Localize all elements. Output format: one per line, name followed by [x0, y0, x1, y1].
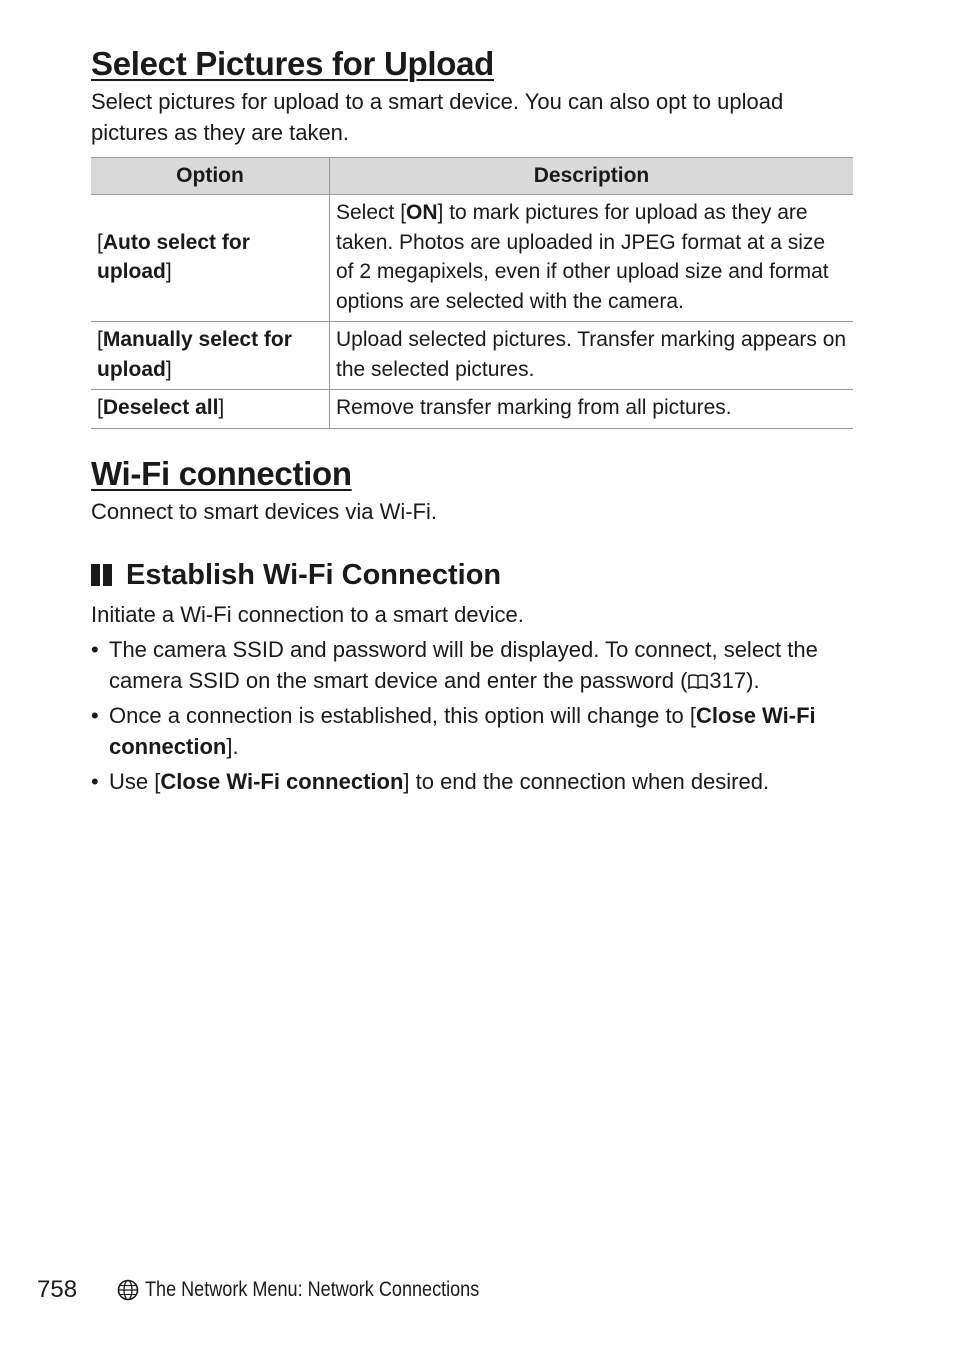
- section-intro-wifi-connection: Connect to smart devices via Wi-Fi.: [91, 499, 437, 524]
- description-cell: Upload selected pictures. Transfer marking appears on the selected pictures.: [330, 322, 854, 390]
- column-header-description: Description: [330, 158, 854, 195]
- description-text: ] to mark pictures for upload as they are taken. Photos are uploaded in JPEG format at a size of 2 megapixels, even if other upload size and format options are selected with the camera.: [336, 201, 829, 313]
- description-bold: ON: [406, 201, 438, 224]
- options-table: [91, 157, 853, 429]
- bullet-text: The camera SSID and password will be displayed. To connect, select the camera SSID on the smart device and enter the password (: [109, 637, 818, 693]
- double-square-icon: [91, 564, 112, 586]
- subsection-intro: Initiate a Wi-Fi connection to a smart device.: [91, 602, 524, 627]
- column-header-option: Option: [91, 158, 330, 195]
- option-cell: [Auto select for upload]: [91, 195, 330, 322]
- bullet-text: Once a connection is established, this option will change to [: [109, 703, 697, 728]
- bullet-bold: Close Wi-Fi connection: [109, 703, 816, 759]
- description-text: Select [: [336, 201, 407, 224]
- list-item: [91, 634, 853, 696]
- bullet-text: ] to end the connection when desired.: [403, 769, 770, 794]
- option-cell: [Manually select for upload]: [91, 322, 330, 390]
- page-number: 758: [37, 1276, 78, 1303]
- description-cell: Remove transfer marking from all pictures.: [330, 390, 854, 429]
- list-item: [91, 700, 853, 762]
- bullet-list: [91, 634, 853, 801]
- option-name: Deselect all: [102, 396, 219, 419]
- book-reference-icon: [688, 674, 708, 689]
- table-row: [91, 322, 853, 390]
- page-footer: [37, 1276, 534, 1304]
- bullet-text: ].: [226, 734, 239, 759]
- option-name: Manually select for upload: [97, 328, 292, 381]
- section-title-wifi-connection: Wi-Fi connection: [91, 455, 352, 492]
- table-row: [91, 195, 853, 322]
- network-globe-icon: [117, 1279, 139, 1301]
- section-title-select-pictures: Select Pictures for Upload: [91, 45, 494, 82]
- option-cell: [Deselect all]: [91, 390, 330, 429]
- bullet-text: ).: [746, 668, 760, 693]
- subsection-title: Establish Wi-Fi Connection: [126, 559, 502, 591]
- bullet-text: Use [: [109, 769, 161, 794]
- page-reference-link[interactable]: 317: [709, 668, 747, 693]
- description-cell: [330, 195, 854, 322]
- subsection-heading: [91, 556, 501, 594]
- table-header-row: [91, 158, 853, 195]
- option-name: Auto select for upload: [97, 230, 250, 283]
- footer-chapter-title: The Network Menu: Network Connections: [145, 1278, 480, 1301]
- list-item: [91, 766, 853, 797]
- section-intro-select-pictures: Select pictures for upload to a smart device. You can also opt to upload pictures as they are taken.: [91, 89, 784, 145]
- table-row: [91, 390, 853, 429]
- bullet-bold: Close Wi-Fi connection: [160, 769, 404, 794]
